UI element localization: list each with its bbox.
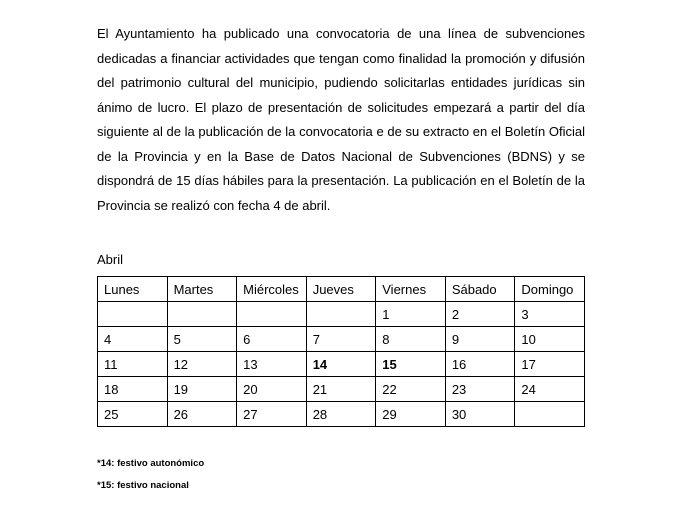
calendar-day-cell: 20 — [237, 377, 307, 402]
calendar-day-cell: 26 — [167, 402, 237, 427]
calendar-day-cell: 16 — [445, 352, 515, 377]
calendar-day-cell — [98, 302, 168, 327]
weekday-header: Lunes — [98, 277, 168, 302]
month-label: Abril — [97, 252, 124, 267]
weekday-header: Viernes — [376, 277, 446, 302]
calendar-day-cell: 5 — [167, 327, 237, 352]
calendar-day-cell: 30 — [445, 402, 515, 427]
calendar-day-cell: 2 — [445, 302, 515, 327]
calendar-day-cell: 27 — [237, 402, 307, 427]
calendar-week-row — [98, 352, 585, 377]
weekday-header: Jueves — [306, 277, 376, 302]
calendar-day-cell: 8 — [376, 327, 446, 352]
body-paragraph: El Ayuntamiento ha publicado una convocatoria de una línea de subvenciones dedicadas a financiar actividades que tengan como finalidad la promoción y difusión del patrimonio cultural del municipio, pudiendo solicitarlas entidades jurídicas sin ánimo de lucro. El plazo de presentación de solicitudes empezará a partir del día siguiente al de la publicación de la convocatoria e de su extracto en el Boletín Oficial de la Provincia y en la Base de Datos Nacional de Subvenciones (BDNS) y se dispondrá de 15 días hábiles para la presentación. La publicación en el Boletín de la Provincia se realizó con fecha 4 de abril. — [97, 26, 585, 213]
calendar-day-cell: 18 — [98, 377, 168, 402]
calendar-day-cell: 3 — [515, 302, 585, 327]
weekday-header: Domingo — [515, 277, 585, 302]
calendar-table — [97, 276, 585, 427]
calendar-day-cell: 12 — [167, 352, 237, 377]
holiday-note: *15: festivo nacional — [97, 480, 189, 491]
calendar-day-cell-holiday: 14 — [306, 352, 376, 377]
calendar-day-cell: 6 — [237, 327, 307, 352]
weekday-header: Sábado — [445, 277, 515, 302]
calendar-day-cell — [237, 302, 307, 327]
calendar-day-cell — [167, 302, 237, 327]
calendar-week-row — [98, 302, 585, 327]
calendar-day-cell: 25 — [98, 402, 168, 427]
calendar-day-cell: 13 — [237, 352, 307, 377]
calendar-day-cell — [306, 302, 376, 327]
calendar-day-cell: 24 — [515, 377, 585, 402]
calendar-day-cell: 10 — [515, 327, 585, 352]
calendar-day-cell: 28 — [306, 402, 376, 427]
calendar-day-cell: 1 — [376, 302, 446, 327]
calendar-week-row — [98, 327, 585, 352]
calendar-day-cell: 4 — [98, 327, 168, 352]
calendar-day-cell — [515, 402, 585, 427]
calendar-day-cell: 21 — [306, 377, 376, 402]
calendar-day-cell: 29 — [376, 402, 446, 427]
calendar-day-cell: 19 — [167, 377, 237, 402]
calendar-day-cell: 11 — [98, 352, 168, 377]
calendar-day-cell: 22 — [376, 377, 446, 402]
calendar-day-cell: 9 — [445, 327, 515, 352]
calendar-week-row — [98, 377, 585, 402]
weekday-header: Martes — [167, 277, 237, 302]
calendar-day-cell-holiday: 15 — [376, 352, 446, 377]
calendar-day-cell: 17 — [515, 352, 585, 377]
holiday-note: *14: festivo autonómico — [97, 458, 205, 469]
calendar-week-row — [98, 402, 585, 427]
calendar-day-cell: 7 — [306, 327, 376, 352]
weekday-header: Miércoles — [237, 277, 307, 302]
calendar-header-row — [98, 277, 585, 302]
calendar-day-cell: 23 — [445, 377, 515, 402]
